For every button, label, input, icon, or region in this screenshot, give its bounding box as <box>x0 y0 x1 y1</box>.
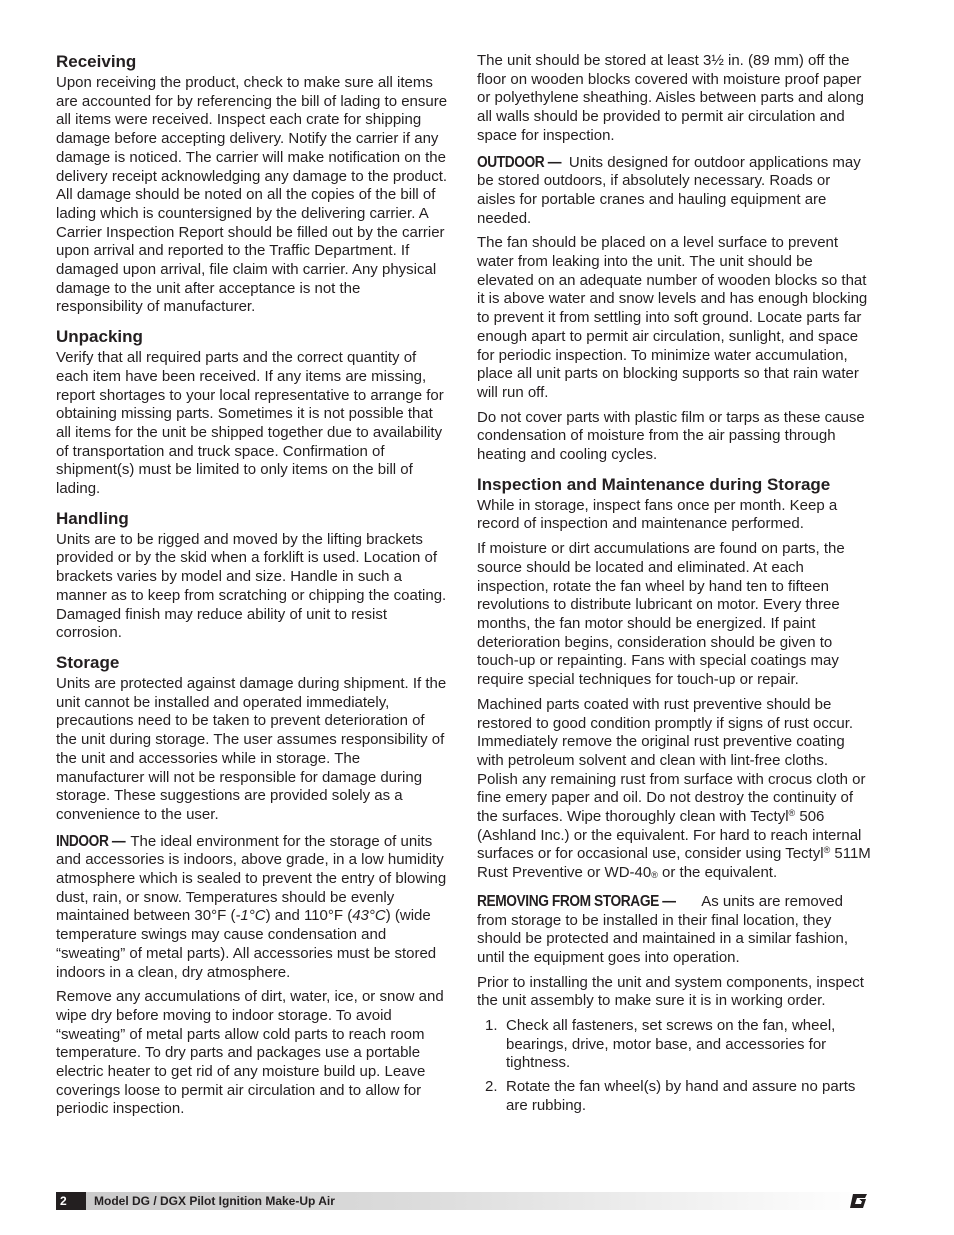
list-item-number: 2. <box>485 1078 498 1096</box>
indoor-celsius-2: 43°C <box>352 907 386 925</box>
left-column <box>56 52 448 1125</box>
indoor-text-b: ) and 110°F ( <box>265 907 353 925</box>
list-item-text: Rotate the fan wheel(s) by hand and assure no parts are rubbing. <box>506 1078 856 1114</box>
removing-text: As units are removed from storage to be installed in their final location, they should be protected and maintained in a similar fashion, until the equipment goes into operation. <box>477 892 849 966</box>
receiving-paragraph: Upon receiving the product, check to make sure all items are accounted for by referencing the bill of lading to ensure all items were received. Inspect each crate for shipping damage before accepting delivery. Notify the carrier if any damage is noticed. The carrier will make notification on the delivery receipt acknowledging any damage to the product. All damage should be noted on all the copies of the bill of lading which is countersigned by the delivering carrier. A Carrier Inspection Report should be filled out by the carrier upon arrival and reported to the Traffic Department. If damaged upon arrival, file claim with carrier. Any physical damage to the unit after acceptance is not the responsibility of manufacturer. <box>56 74 448 316</box>
indoor-text-a: The ideal environment for the storage of units and accessories is indoors, above grade, in a low humidity atmosphere which is sealed to prevent the entry of blowing dust, rain, or snow. Temperatures should be evenly maintained between 30°F ( <box>56 832 447 925</box>
handling-heading: Handling <box>56 508 129 528</box>
indoor-text-c: ) (wide temperature swings may cause condensation and “sweating” of metal parts). All accessories must be stored indoors in a clean, dry atmosphere. <box>56 907 437 981</box>
indoor-paragraph <box>56 833 448 983</box>
outdoor-text: Units designed for outdoor applications may be stored outdoors, if absolutely necessary. Roads or aisles for portable cranes and hauling equipment are needed. <box>477 153 861 227</box>
list-item <box>477 1078 871 1115</box>
inspection-paragraph-2: If moisture or dirt accumulations are found on parts, the source should be located and eliminated. At each inspection, rotate the fan wheel by hand ten to fifteen revolutions to distribute lubricant on motor. Every three months, the fan motor should be energized. If paint deterioration begins, consideration should be given to touch-up or repainting. Fans with special coatings may require special techniques for touch-up or repair. <box>477 540 845 689</box>
document-title: Model DG / DGX Pilot Ignition Make-Up Air <box>94 1194 335 1208</box>
greenheck-g-logo-icon <box>850 1193 868 1209</box>
indoor-lead: INDOOR — <box>56 832 126 850</box>
inspection-heading: Inspection and Maintenance during Storage <box>477 474 831 494</box>
storage-heading: Storage <box>56 652 120 672</box>
removing-paragraph-2: Prior to installing the unit and system components, inspect the unit assembly to make sure it is in working order. <box>477 973 864 1010</box>
indoor-remove-paragraph: Remove any accumulations of dirt, water, ice, or snow and wipe dry before moving to indoor storage. To avoid “sweating” of metal parts allow cold parts to reach room temperature. To dry parts and packages use a portable electric heater to get rid of any moisture build up. Leave coverings loose to permit air circulation and to allow for periodic inspection. <box>56 988 444 1118</box>
receiving-heading: Receiving <box>56 52 137 71</box>
inspection-p3-b: 506 (Ashland Inc.) or the equivalent. For hard to reach internal surfaces or for occasional use, consider using Tectyl <box>477 808 862 863</box>
cover-paragraph: Do not cover parts with plastic film or tarps as these cause condensation of moisture from the air passing through heating and cooling cycles. <box>477 408 865 464</box>
stored-paragraph: The unit should be stored at least 3½ in. (89 mm) off the floor on wooden blocks covered with moisture proof paper or polyethylene sheathing. Aisles between parts and along all walls should be provided to permit air circulation and space for inspection. <box>477 52 864 144</box>
fan-placement-paragraph: The fan should be placed on a level surface to prevent water from leaking into the unit. The unit should be elevated on an adequate number of wooden blocks so that it is above water and snow levels and has enough blocking to prevent it from settling into soft ground. Locate parts far enough apart to permit air circulation, sunlight, and space for periodic inspection. To minimize water accumulation, place all unit parts on blocking supports so that rain water will run off. <box>477 234 868 401</box>
storage-paragraph: Units are protected against damage during shipment. If the unit cannot be installed and operated immediately, precautions need to be taken to prevent deterioration of the unit during storage. The user assumes responsibility of the unit and accessories while in storage. The manufacturer will not be responsible for damage during storage. These suggestions are provided solely as a convenience to the user. <box>56 674 447 823</box>
inspection-paragraph-1: While in storage, inspect fans once per month. Keep a record of inspection and maintenance performed. <box>477 496 838 533</box>
page-footer <box>56 1192 870 1210</box>
indoor-celsius-1: -1°C <box>235 907 266 925</box>
removing-paragraph <box>477 893 871 968</box>
list-item-number: 1. <box>485 1017 498 1035</box>
removing-lead: REMOVING FROM STORAGE — <box>477 892 676 910</box>
outdoor-lead: OUTDOOR — <box>477 153 562 171</box>
registered-mark: ® <box>788 808 796 819</box>
registered-mark: ® <box>651 870 658 881</box>
inspection-paragraph-3 <box>477 696 871 885</box>
unpacking-paragraph: Verify that all required parts and the correct quantity of each item have been received. If any items are missing, report shortages to your local representative to arrange for obtaining missing parts. Sometimes it is not possible that all items for the unit be shipped together due to availability of transportation and truck space. Confirmation of shipment(s) must be limited to only items on the bill of lading. <box>56 349 444 498</box>
inspection-p3-a: Machined parts coated with rust preventive should be restored to good condition promptly if signs of rust occur. Immediately remove the original rust preventive coating with petroleum solvent and clean with lint-free cloths. Polish any remaining rust from surface with crocus cloth or fine emery paper and oil. Do not destroy the continuity of the surfaces. Wipe thoroughly clean with Tectyl <box>477 695 866 826</box>
unpacking-heading: Unpacking <box>56 327 143 347</box>
outdoor-paragraph <box>477 154 871 229</box>
removing-checklist <box>477 1017 871 1116</box>
handling-paragraph: Units are to be rigged and moved by the lifting brackets provided or by the skid when a forklift is used. Location of brackets varies by model and size. Handle in such a manner as to keep from scratching or chipping the coating. Damaged finish may reduce ability of unit to resist corrosion. <box>56 530 447 642</box>
inspection-p3-d: or the equivalent. <box>657 864 778 882</box>
registered-mark: ® <box>823 845 831 856</box>
page-number: 2 <box>56 1192 86 1210</box>
inspection-p3-c: 511M Rust Preventive or WD-40 <box>477 845 871 882</box>
list-item <box>477 1017 871 1073</box>
right-column <box>477 52 871 1121</box>
list-item-text: Check all fasteners, set screws on the fan, wheel, bearings, drive, motor base, and accessories for tightness. <box>506 1017 836 1072</box>
